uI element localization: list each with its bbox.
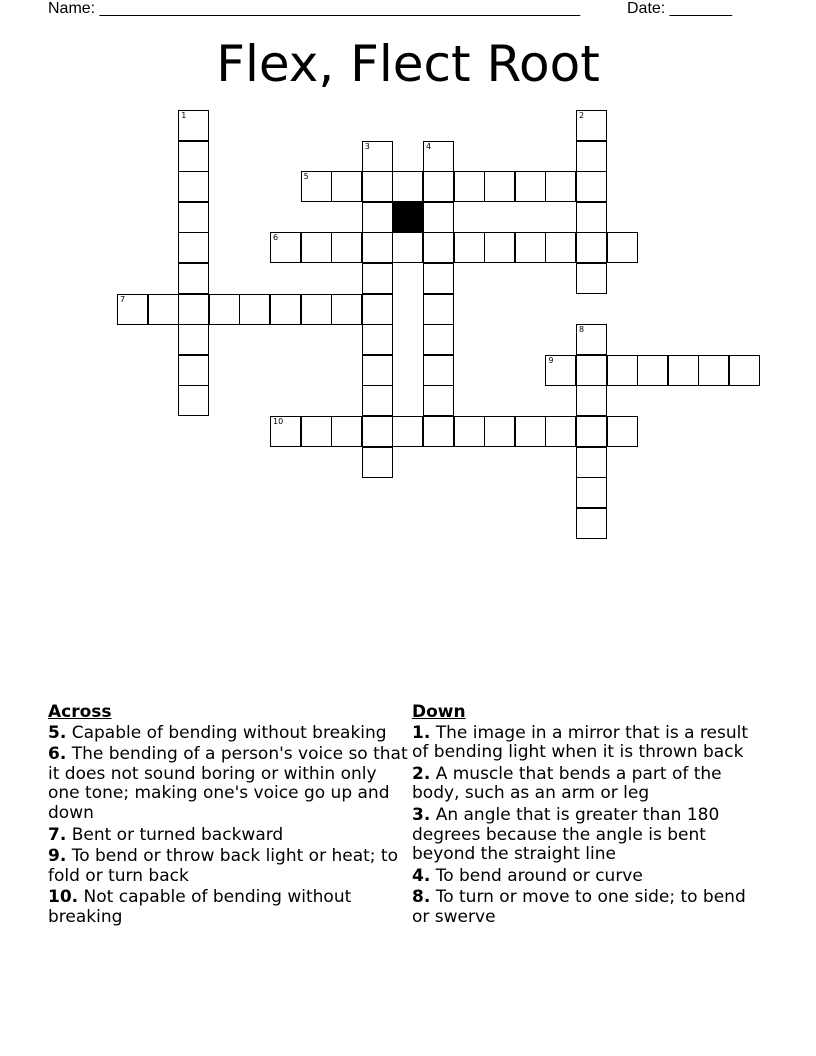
grid-cell[interactable] xyxy=(454,171,485,202)
clue-text: To bend around or curve xyxy=(430,865,643,886)
across-clue xyxy=(48,888,408,927)
clue-text: To bend or throw back light or heat; to fold or turn back xyxy=(48,846,398,886)
grid-cell[interactable] xyxy=(331,294,362,325)
cell-number: 10 xyxy=(273,417,284,426)
grid-cell[interactable] xyxy=(392,171,423,202)
grid-cell[interactable] xyxy=(576,263,607,294)
grid-cell[interactable] xyxy=(698,355,729,386)
clue-text: The bending of a person's voice so that it does not sound boring or within only one tone; making one's voice go up and down xyxy=(48,744,408,823)
down-clue xyxy=(412,765,752,804)
grid-cell[interactable] xyxy=(178,263,209,294)
clue-number: 2. xyxy=(412,763,431,784)
grid-cell[interactable] xyxy=(178,110,209,141)
grid-cell[interactable] xyxy=(301,294,332,325)
clue-number: 10. xyxy=(48,887,79,908)
grid-cell[interactable] xyxy=(576,477,607,508)
clue-text: An angle that is greater than 180 degrees because the angle is bent beyond the straight line xyxy=(412,804,720,865)
clue-number: 3. xyxy=(412,804,431,825)
down-clue xyxy=(412,724,752,763)
grid-cell[interactable] xyxy=(331,416,362,447)
grid-cell[interactable] xyxy=(484,171,515,202)
grid-cell[interactable] xyxy=(362,385,393,416)
clue-text: Not capable of bending without breaking xyxy=(48,887,352,927)
grid-cell[interactable] xyxy=(515,171,546,202)
grid-cell[interactable] xyxy=(515,416,546,447)
grid-cell[interactable] xyxy=(178,232,209,263)
grid-cell[interactable] xyxy=(454,416,485,447)
grid-cell[interactable] xyxy=(178,141,209,172)
grid-cell[interactable] xyxy=(362,294,393,325)
across-clue xyxy=(48,847,408,886)
grid-cell[interactable] xyxy=(484,416,515,447)
grid-cell[interactable] xyxy=(301,416,332,447)
clue-number: 8. xyxy=(412,887,431,908)
grid-cell[interactable] xyxy=(270,232,301,263)
grid-cell[interactable] xyxy=(423,141,454,172)
clue-text: A muscle that bends a part of the body, such as an arm or leg xyxy=(412,763,722,804)
grid-cell[interactable] xyxy=(545,355,576,386)
clue-number: 1. xyxy=(412,722,431,743)
grid-cell[interactable] xyxy=(362,202,393,233)
grid-cell[interactable] xyxy=(239,294,270,325)
grid-cell[interactable] xyxy=(178,385,209,416)
grid-cell[interactable] xyxy=(484,232,515,263)
grid-cell[interactable] xyxy=(454,232,485,263)
grid-cell[interactable] xyxy=(178,202,209,233)
down-clue xyxy=(412,867,752,887)
clue-text: Capable of bending without breaking xyxy=(66,722,387,743)
across-clues xyxy=(48,703,408,930)
grid-cell[interactable] xyxy=(178,171,209,202)
clue-text: The image in a mirror that is a result of bending light when it is thrown back xyxy=(412,722,749,763)
grid-cell[interactable] xyxy=(362,447,393,478)
grid-cell[interactable] xyxy=(576,416,607,447)
grid-cell[interactable] xyxy=(576,232,607,263)
grid-cell[interactable] xyxy=(392,232,423,263)
grid-cell[interactable] xyxy=(729,355,760,386)
grid-cell[interactable] xyxy=(515,232,546,263)
grid-cell[interactable] xyxy=(576,355,607,386)
grid-cell[interactable] xyxy=(607,355,638,386)
grid-cell[interactable] xyxy=(545,416,576,447)
down-heading: Down xyxy=(412,702,466,722)
grid-cell[interactable] xyxy=(301,171,332,202)
cell-number: 2 xyxy=(579,111,585,120)
grid-cell[interactable] xyxy=(423,416,454,447)
across-clue xyxy=(48,745,408,823)
clue-text: Bent or turned backward xyxy=(66,824,284,845)
cell-number: 4 xyxy=(426,141,432,151)
grid-cell[interactable] xyxy=(178,355,209,386)
grid-cell[interactable] xyxy=(545,232,576,263)
grid-cell[interactable] xyxy=(362,263,393,294)
cell-number: 5 xyxy=(303,172,309,182)
grid-cell[interactable] xyxy=(362,355,393,386)
cell-number: 6 xyxy=(273,233,279,243)
black-cell xyxy=(392,202,423,233)
cell-number: 9 xyxy=(548,355,554,365)
cell-number: 8 xyxy=(579,325,585,335)
grid-cell[interactable] xyxy=(331,171,362,202)
grid-cell[interactable] xyxy=(270,416,301,447)
clue-number: 7. xyxy=(48,824,67,845)
grid-cell[interactable] xyxy=(576,385,607,416)
clue-number: 5. xyxy=(48,722,67,743)
grid-cell[interactable] xyxy=(117,294,148,325)
grid-cell[interactable] xyxy=(607,232,638,263)
grid-cell[interactable] xyxy=(331,232,362,263)
grid-cell[interactable] xyxy=(423,324,454,355)
clue-text: To turn or move to one side; to bend or swerve xyxy=(412,887,746,927)
across-clue xyxy=(48,826,408,846)
clue-number: 9. xyxy=(48,846,67,867)
grid-cell[interactable] xyxy=(576,202,607,233)
grid-cell[interactable] xyxy=(209,294,240,325)
grid-cell[interactable] xyxy=(423,263,454,294)
grid-cell[interactable] xyxy=(668,355,699,386)
grid-cell[interactable] xyxy=(148,294,179,325)
page-title: Flex, Flect Root xyxy=(216,35,600,93)
across-clue xyxy=(48,724,408,744)
grid-cell[interactable] xyxy=(362,171,393,202)
cell-number: 7 xyxy=(120,294,126,304)
grid-cell[interactable] xyxy=(362,324,393,355)
grid-cell[interactable] xyxy=(301,232,332,263)
grid-cell[interactable] xyxy=(576,141,607,172)
grid-cell[interactable] xyxy=(637,355,668,386)
grid-cell[interactable] xyxy=(178,324,209,355)
grid-cell[interactable] xyxy=(576,171,607,202)
grid-cell[interactable] xyxy=(362,141,393,172)
cell-number: 1 xyxy=(181,111,187,120)
down-clues xyxy=(412,703,752,930)
name-field-label[interactable]: Name: ______________________________________________________ xyxy=(48,0,581,17)
grid-cell[interactable] xyxy=(423,385,454,416)
down-clue xyxy=(412,888,752,927)
grid-cell[interactable] xyxy=(576,324,607,355)
across-heading: Across xyxy=(48,702,112,722)
grid-cell[interactable] xyxy=(576,110,607,141)
grid-cell[interactable] xyxy=(270,294,301,325)
grid-cell[interactable] xyxy=(423,294,454,325)
date-field-label[interactable]: Date: _______ xyxy=(627,0,732,17)
clue-number: 6. xyxy=(48,744,67,765)
clue-number: 4. xyxy=(412,865,431,886)
grid-cell[interactable] xyxy=(576,508,607,539)
grid-cell[interactable] xyxy=(362,416,393,447)
cell-number: 3 xyxy=(364,141,370,151)
grid-cell[interactable] xyxy=(362,232,393,263)
down-clue xyxy=(412,806,752,865)
grid-cell[interactable] xyxy=(178,294,209,325)
grid-cell[interactable] xyxy=(423,355,454,386)
grid-cell[interactable] xyxy=(423,232,454,263)
grid-cell[interactable] xyxy=(607,416,638,447)
grid-cell[interactable] xyxy=(545,171,576,202)
grid-cell[interactable] xyxy=(392,416,423,447)
grid-cell[interactable] xyxy=(423,171,454,202)
grid-cell[interactable] xyxy=(576,447,607,478)
grid-cell[interactable] xyxy=(423,202,454,233)
